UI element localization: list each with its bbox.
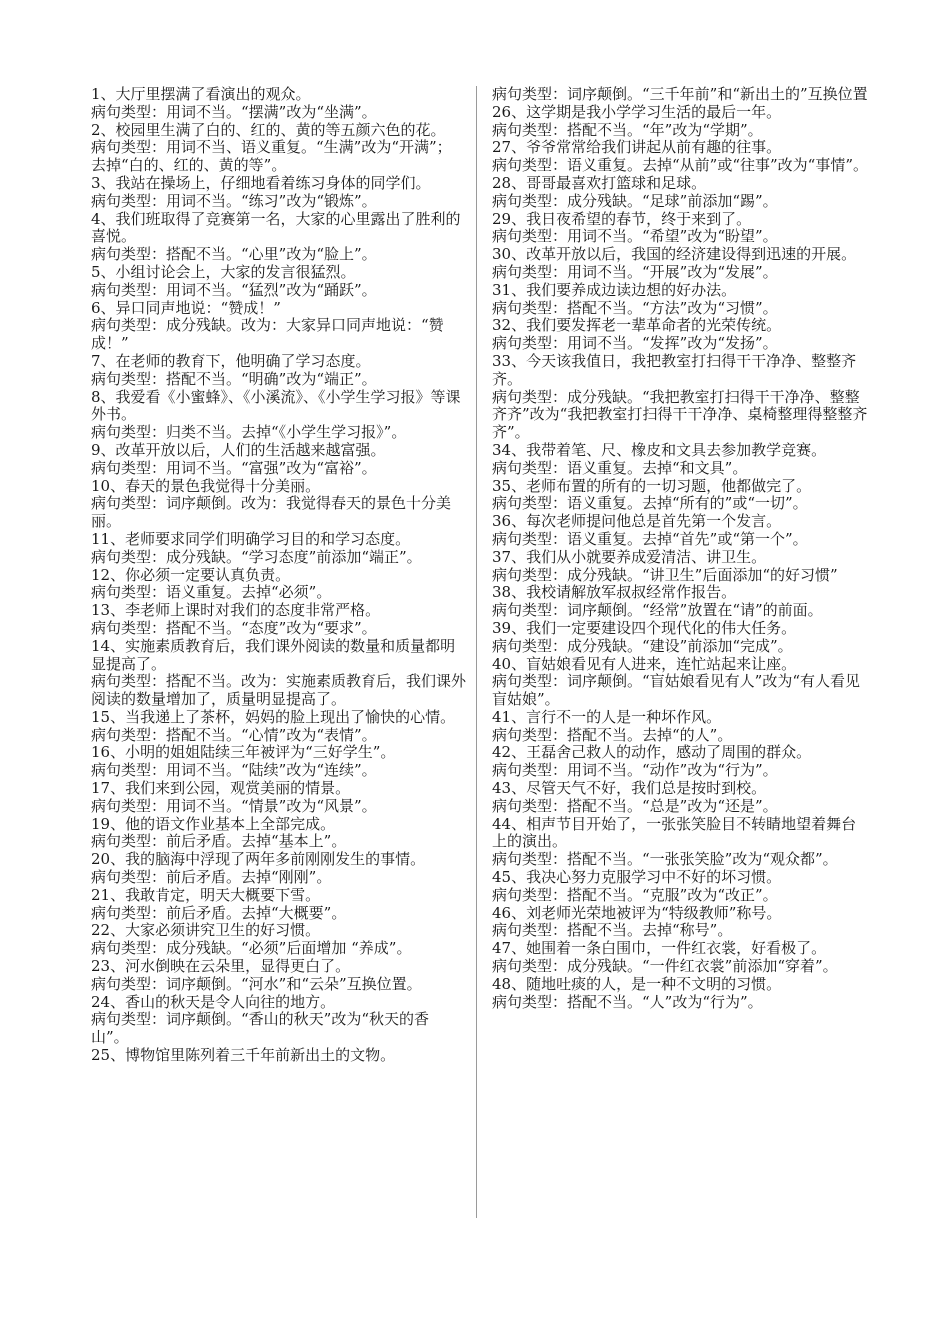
analysis-line: 病句类型：成分残缺。“我把教室打扫得干干净净、整整齐齐”改为“我把教室打扫得干干净净、桌椅整理得整整齐齐”。 [492, 387, 868, 442]
analysis-line: 病句类型：搭配不当。“方法”改为“习惯”。 [492, 298, 778, 317]
left-text-column [91, 86, 466, 1065]
analysis-line: 病句类型：成分残缺。“必须”后面增加 “养成”。 [91, 939, 412, 958]
sentence-line: 13、李老师上课时对我们的态度非常严格。 [91, 601, 381, 620]
analysis-line: 病句类型：词序颠倒。“经常”放置在“请”的前面。 [492, 601, 823, 620]
sentence-line: 37、我们从小就要养成爱清洁、讲卫生。 [492, 547, 767, 566]
analysis-line: 病句类型：归类不当。去掉“《小学生学习报》”。 [91, 423, 407, 442]
sentence-line: 14、实施素质教育后，我们课外阅读的数量和质量都明显提高了。 [91, 636, 456, 673]
sentence-line: 23、河水倒映在云朵里，显得更白了。 [91, 957, 351, 976]
sentence-line: 47、她围着一条白围巾，一件红衣裳，好看极了。 [492, 939, 827, 958]
sentence-line: 16、小明的姐姐陆续三年被评为“三好学生”。 [91, 743, 396, 762]
analysis-line: 病句类型：搭配不当。“态度”改为“要求”。 [91, 618, 377, 637]
sentence-line: 31、我们要养成边读边想的好办法。 [492, 280, 737, 299]
sentence-line: 17、我们来到公园，观赏美丽的情景。 [91, 779, 351, 798]
sentence-line: 28、哥哥最喜欢打篮球和足球。 [492, 173, 707, 192]
analysis-line: 病句类型：词序颠倒。“香山的秋天”改为“秋天的香山”。 [91, 1010, 430, 1047]
analysis-line: 病句类型：用词不当。“希望”改为“盼望”。 [492, 227, 778, 246]
sentence-line: 7、在老师的教育下，他明确了学习态度。 [91, 351, 371, 370]
sentence-line: 40、盲姑娘看见有人进来，连忙站起来让座。 [492, 654, 797, 673]
sentence-line: 39、我们一定要建设四个现代化的伟大任务。 [492, 618, 797, 637]
sentence-line: 36、每次老师提问他总是首先第一个发言。 [492, 512, 782, 531]
sentence-line: 1、大厅里摆满了看演出的观众。 [91, 85, 311, 103]
sentence-line: 32、我们要发挥老一辈革命者的光荣传统。 [492, 316, 782, 335]
analysis-line: 病句类型：语义重复。去掉“首先”或“第一个”。 [492, 529, 808, 548]
analysis-line: 病句类型：前后矛盾。去掉“基本上”。 [91, 832, 347, 851]
sentence-line: 6、异口同声地说：“赞成！” [91, 298, 281, 317]
analysis-line: 病句类型：搭配不当。“心里”改为“脸上”。 [91, 245, 377, 264]
sentence-line: 29、我日夜希望的春节，终于来到了。 [492, 209, 752, 228]
sentence-line: 43、尽管天气不好，我们总是按时到校。 [492, 779, 767, 798]
analysis-line: 病句类型：搭配不当。“心情”改为“表情”。 [91, 725, 377, 744]
sentence-line: 34、我带着笔、尺、橡皮和文具去参加教学竞赛。 [492, 440, 827, 459]
sentence-line: 22、大家必须讲究卫生的好习惯。 [91, 921, 321, 940]
analysis-line: 病句类型：前后矛盾。去掉“大概要”。 [91, 903, 347, 922]
sentence-line: 38、我校请解放军叔叔经常作报告。 [492, 583, 737, 602]
analysis-line: 病句类型：搭配不当。“明确”改为“端正”。 [91, 369, 377, 388]
sentence-line: 12、你必须一定要认真负责。 [91, 565, 291, 584]
analysis-line: 病句类型：成分残缺。“足球”前添加“踢”。 [492, 191, 778, 210]
analysis-line: 病句类型：语义重复。去掉“从前”或“往事”改为“事情”。 [492, 156, 869, 175]
analysis-line: 病句类型：用词不当。“开展”改为“发展”。 [492, 262, 778, 281]
sentence-line: 35、老师布置的所有的一切习题，他都做完了。 [492, 476, 812, 495]
analysis-line: 病句类型：词序颠倒。“河水”和“云朵”互换位置。 [91, 974, 422, 993]
analysis-line: 病句类型：用词不当。“陆续”改为“连续”。 [91, 761, 377, 780]
analysis-line: 病句类型：搭配不当。去掉“称号”。 [492, 921, 733, 940]
analysis-line: 病句类型：词序颠倒。“三千年前”和“新出土的”互换位置 [492, 85, 868, 103]
sentence-line: 11、老师要求同学们明确学习目的和学习态度。 [91, 529, 411, 548]
analysis-line: 病句类型：用词不当。“猛烈”改为“踊跃”。 [91, 280, 377, 299]
analysis-line: 病句类型：搭配不当。“年”改为“学期”。 [492, 120, 763, 139]
analysis-line: 病句类型：前后矛盾。去掉“刚刚”。 [91, 868, 332, 887]
analysis-line: 病句类型：用词不当。“富强”改为“富裕”。 [91, 458, 377, 477]
sentence-line: 46、刘老师光荣地被评为“特级教师”称号。 [492, 903, 782, 922]
sentence-line: 9、改革开放以后，人们的生活越来越富强。 [91, 440, 386, 459]
analysis-line: 病句类型：搭配不当。改为：实施素质教育后，我们课外阅读的数量增加了，质量明显提高了。 [91, 672, 467, 709]
sentence-line: 19、他的语文作业基本上全部完成。 [91, 814, 336, 833]
analysis-line: 病句类型：搭配不当。去掉“的人”。 [492, 725, 733, 744]
sentence-line: 42、王磊舍己救人的动作，感动了周围的群众。 [492, 743, 812, 762]
sentence-line: 30、改革开放以后，我国的经济建设得到迅速的开展。 [492, 245, 857, 264]
analysis-line: 病句类型：用词不当。“摆满”改为“坐满”。 [91, 102, 377, 121]
sentence-line: 26、这学期是我小学学习生活的最后一年。 [492, 102, 782, 121]
sentence-line: 8、我爱看《小蜜蜂》、《小溪流》、《小学生学习报》等课外书。 [91, 387, 461, 424]
analysis-line: 病句类型：成分残缺。“建设”前添加“完成”。 [492, 636, 793, 655]
sentence-line: 27、爷爷常常给我们讲起从前有趣的往事。 [492, 138, 782, 157]
analysis-line: 病句类型：成分残缺。“一件红衣裳”前添加“穿着”。 [492, 957, 838, 976]
analysis-line: 病句类型：成分残缺。改为：大家异口同声地说：“赞成！” [91, 316, 444, 353]
sentence-line: 15、当我递上了茶杯，妈妈的脸上现出了愉快的心情。 [91, 707, 456, 726]
analysis-line: 病句类型：词序颠倒。“盲姑娘看见有人”改为“有人看见盲姑娘”。 [492, 672, 861, 709]
analysis-line: 病句类型：成分残缺。“讲卫生”后面添加“的好习惯” [492, 565, 838, 584]
analysis-line: 病句类型：用词不当。“情景”改为“风景”。 [91, 796, 377, 815]
sentence-line: 44、相声节目开始了，一张张笑脸目不转睛地望着舞台上的演出。 [492, 814, 857, 851]
sentence-line: 2、校园里生满了白的、红的、黄的等五颜六色的花。 [91, 120, 446, 139]
sentence-line: 45、我决心努力克服学习中不好的坏习惯。 [492, 868, 782, 887]
sentence-line: 3、我站在操场上，仔细地看着练习身体的同学们。 [91, 173, 431, 192]
sentence-line: 48、随地吐痰的人，是一种不文明的习惯。 [492, 974, 782, 993]
analysis-line: 病句类型：语义重复。去掉“和文具”。 [492, 458, 748, 477]
analysis-line: 病句类型：用词不当、语义重复。“生满”改为“开满”；去掉“白的、红的、黄的等”。 [91, 138, 452, 175]
analysis-line: 病句类型：搭配不当。“一张张笑脸”改为“观众都”。 [492, 850, 838, 869]
sentence-line: 20、我的脑海中浮现了两年多前刚刚发生的事情。 [91, 850, 426, 869]
sentence-line: 25、博物馆里陈列着三千年前新出土的文物。 [91, 1046, 396, 1065]
right-text-column [492, 86, 870, 1011]
analysis-line: 病句类型：搭配不当。“人”改为“行为”。 [492, 992, 763, 1011]
analysis-line: 病句类型：搭配不当。“总是”改为“还是”。 [492, 796, 778, 815]
analysis-line: 病句类型：词序颠倒。改为：我觉得春天的景色十分美丽。 [91, 494, 452, 531]
column-divider [476, 86, 477, 1218]
analysis-line: 病句类型：搭配不当。“克服”改为“改正”。 [492, 885, 778, 904]
sentence-line: 4、我们班取得了竞赛第一名，大家的心里露出了胜利的喜悦。 [91, 209, 461, 246]
analysis-line: 病句类型：语义重复。去掉“必须”。 [91, 583, 332, 602]
analysis-line: 病句类型：用词不当。“练习”改为“锻炼”。 [91, 191, 377, 210]
sentence-line: 24、香山的秋天是令人向往的地方。 [91, 992, 336, 1011]
analysis-line: 病句类型：用词不当。“动作”改为“行为”。 [492, 761, 778, 780]
sentence-line: 10、春天的景色我觉得十分美丽。 [91, 476, 321, 495]
analysis-line: 病句类型：用词不当。“发挥”改为“发扬”。 [492, 334, 778, 353]
analysis-line: 病句类型：成分残缺。“学习态度”前添加“端正”。 [91, 547, 422, 566]
sentence-line: 5、小组讨论会上，大家的发言很猛烈。 [91, 262, 356, 281]
sentence-line: 41、言行不一的人是一种坏作风。 [492, 707, 722, 726]
analysis-line: 病句类型：语义重复。去掉“所有的”或“一切”。 [492, 494, 808, 513]
sentence-line: 21、我敢肯定，明天大概要下雪。 [91, 885, 321, 904]
sentence-line: 33、今天该我值日，我把教室打扫得干干净净、整整齐齐。 [492, 351, 857, 388]
